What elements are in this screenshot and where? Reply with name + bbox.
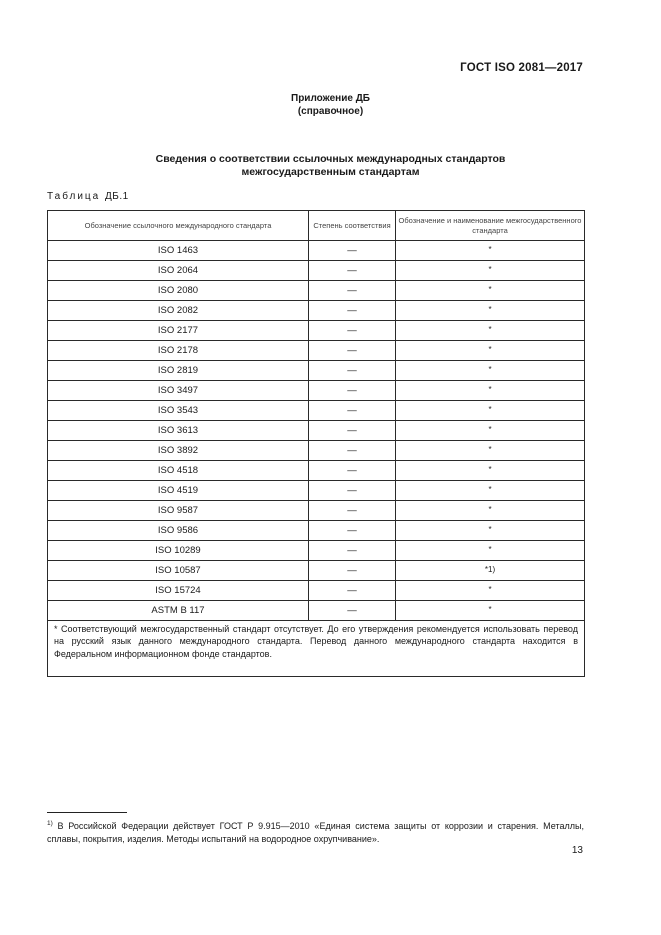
cell-international-standard: ISO 4518: [48, 461, 309, 481]
footnote-text: В Российской Федерации действует ГОСТ Р 9.915—2010 «Единая система защиты от коррозии и старения. Металлы, сплавы, покрытия, изделия. Методы испытаний на водородное охрупчивание».: [47, 821, 584, 844]
cell-degree: —: [309, 441, 396, 461]
cell-international-standard: ISO 2178: [48, 341, 309, 361]
cell-interstate-standard: *: [396, 401, 585, 421]
table-row: [48, 321, 585, 341]
cell-degree: —: [309, 321, 396, 341]
page-number: 13: [571, 845, 583, 856]
cell-international-standard: ASTM B 117: [48, 601, 309, 621]
cell-international-standard: ISO 2177: [48, 321, 309, 341]
cell-interstate-standard: *: [396, 501, 585, 521]
cell-international-standard: ISO 2064: [48, 261, 309, 281]
cell-interstate-standard: *: [396, 321, 585, 341]
header-degree-of-correspondence: Степень соответствия: [309, 211, 396, 241]
cell-interstate-standard: *: [396, 581, 585, 601]
cell-degree: —: [309, 501, 396, 521]
cell-degree: —: [309, 461, 396, 481]
cell-international-standard: ISO 15724: [48, 581, 309, 601]
table-row: [48, 241, 585, 261]
cell-degree: —: [309, 421, 396, 441]
cell-interstate-standard: *: [396, 601, 585, 621]
cell-interstate-standard: *: [396, 261, 585, 281]
cell-interstate-standard: *: [396, 361, 585, 381]
cell-degree: —: [309, 561, 396, 581]
cell-interstate-standard: *: [396, 461, 585, 481]
cell-degree: —: [309, 341, 396, 361]
cell-degree: —: [309, 301, 396, 321]
cell-international-standard: ISO 10289: [48, 541, 309, 561]
standards-correspondence-table: [47, 210, 585, 677]
table-caption-number: ДБ.1: [105, 191, 129, 202]
table-row: [48, 281, 585, 301]
table-row: [48, 601, 585, 621]
cell-interstate-standard: *1): [396, 561, 585, 581]
header-international-standard: Обозначение ссылочного международного стандарта: [48, 211, 309, 241]
cell-degree: —: [309, 281, 396, 301]
cell-degree: —: [309, 381, 396, 401]
cell-degree: —: [309, 261, 396, 281]
table-row: [48, 301, 585, 321]
table-row: [48, 441, 585, 461]
cell-interstate-standard: *: [396, 441, 585, 461]
section-title-line-2: межгосударственным стандартам: [241, 166, 420, 178]
table-row: [48, 421, 585, 441]
cell-interstate-standard: *: [396, 341, 585, 361]
section-title: [0, 153, 661, 179]
table-row: [48, 581, 585, 601]
cell-interstate-standard: *: [396, 541, 585, 561]
cell-international-standard: ISO 3613: [48, 421, 309, 441]
cell-international-standard: ISO 4519: [48, 481, 309, 501]
annex-heading: [0, 92, 661, 118]
table-note-row: [48, 621, 585, 677]
cell-degree: —: [309, 541, 396, 561]
cell-interstate-standard: *: [396, 421, 585, 441]
table-row: [48, 541, 585, 561]
table-row: [48, 401, 585, 421]
footnote-marker: 1): [47, 820, 53, 827]
cell-degree: —: [309, 521, 396, 541]
cell-international-standard: ISO 9586: [48, 521, 309, 541]
table-row: [48, 461, 585, 481]
table-caption: [47, 191, 129, 202]
cell-international-standard: ISO 3543: [48, 401, 309, 421]
cell-degree: —: [309, 241, 396, 261]
table-row: [48, 261, 585, 281]
cell-international-standard: ISO 2082: [48, 301, 309, 321]
table-header-row: [48, 211, 585, 241]
cell-international-standard: ISO 3892: [48, 441, 309, 461]
table-row: [48, 381, 585, 401]
cell-degree: —: [309, 361, 396, 381]
table-row: [48, 341, 585, 361]
header-interstate-standard: Обозначение и наименование межгосударственного стандарта: [396, 211, 585, 241]
annex-subtitle: (справочное): [297, 106, 364, 117]
table-note: * Соответствующий межгосударственный стандарт отсутствует. До его утверждения рекомендуется использовать перевод на русский язык данного международного стандарта. Перевод данного международного стандарта находится в Федеральном информационном фонде стандартов.: [48, 621, 585, 677]
section-title-line-1: Сведения о соответствии ссылочных международных стандартов: [155, 153, 506, 165]
annex-title: Приложение ДБ: [291, 93, 370, 104]
table-caption-prefix: Таблица: [47, 191, 101, 202]
table-row: [48, 361, 585, 381]
table-row: [48, 481, 585, 501]
cell-interstate-standard: *: [396, 301, 585, 321]
cell-international-standard: ISO 2819: [48, 361, 309, 381]
cell-degree: —: [309, 401, 396, 421]
cell-interstate-standard: *: [396, 521, 585, 541]
cell-interstate-standard: *: [396, 381, 585, 401]
cell-degree: —: [309, 601, 396, 621]
document-code: ГОСТ ISO 2081—2017: [460, 62, 583, 74]
table-row: [48, 501, 585, 521]
cell-degree: —: [309, 581, 396, 601]
cell-international-standard: ISO 2080: [48, 281, 309, 301]
table-row: [48, 561, 585, 581]
cell-international-standard: ISO 1463: [48, 241, 309, 261]
cell-interstate-standard: *: [396, 241, 585, 261]
footnote-separator: [47, 812, 127, 813]
cell-international-standard: ISO 10587: [48, 561, 309, 581]
table-row: [48, 521, 585, 541]
cell-international-standard: ISO 9587: [48, 501, 309, 521]
cell-interstate-standard: *: [396, 481, 585, 501]
cell-degree: —: [309, 481, 396, 501]
footnote: [47, 817, 584, 846]
cell-international-standard: ISO 3497: [48, 381, 309, 401]
cell-interstate-standard: *: [396, 281, 585, 301]
